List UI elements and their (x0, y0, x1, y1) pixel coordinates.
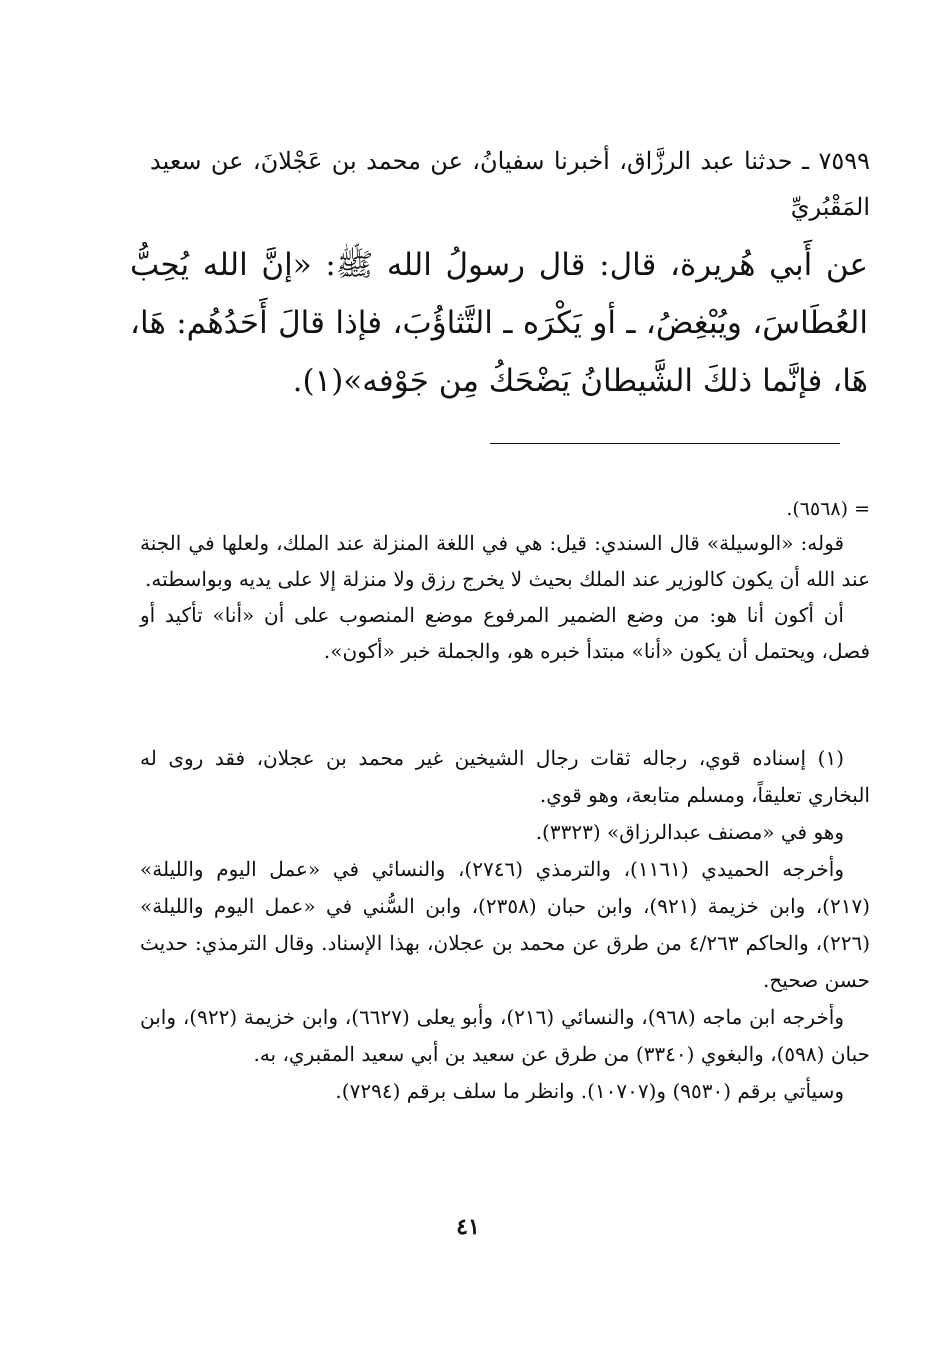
hadith-isnad: ٧٥٩٩ ـ حدثنا عبد الرزَّاق، أخبرنا سفيانُ، عن محمد بن عَجْلانَ، عن سعيد المَقْبُريِّ (150, 147, 870, 221)
footnote-paragraph: (١) إسناده قوي، رجاله ثقات رجال الشيخين غير محمد بن عجلان، فقد روى له البخاري تعليقاً، ومسلم متابعة، وهو قوي. (140, 746, 870, 807)
commentary-paragraph: أن أكون أنا هو: من وضع الضمير المرفوع موضع المنصوب على أن «أنا» تأكيد أو فصل، ويحتمل أن يكون «أنا» مبتدأ خبره هو، والجملة خبر «أكون». (140, 603, 870, 663)
commentary-paragraph: قوله: «الوسيلة» قال السندي: قيل: هي في اللغة المنزلة عند الملك، ولعلها في الجنة عند الله أن يكون كالوزير عند الملك بحيث لا يخرج رزق ولا منزلة إلا على يديه وبواسطته. (140, 531, 870, 591)
page-number: ٤١ (456, 1214, 480, 1240)
commentary-notes (140, 525, 870, 669)
footnote-paragraph: وأخرجه ابن ماجه (٩٦٨)، والنسائي (٢١٦)، وأبو يعلى (٦٦٢٧)، وابن خزيمة (٩٢٢)، وابن حبان (٥٩٨)، والبغوي (٣٣٤٠) من طرق عن سعيد بن أبي سعيد المقبري، به. (140, 1005, 870, 1066)
note-continuation: = (٦٥٦٨). (786, 498, 870, 520)
footnote-paragraph: وأخرجه الحميدي (١١٦١)، والترمذي (٢٧٤٦)، والنسائي في «عمل اليوم والليلة» (٢١٧)، وابن خزيمة (٩٢١)، وابن حبان (٢٣٥٨)، وابن السُّني في «عمل اليوم والليلة» (٢٢٦)، والحاكم ٤/٢٦٣ من طرق عن محمد بن عجلان، بهذا الإسناد. وقال الترمذي: حديث حسن صحيح. (140, 857, 870, 992)
footnote-paragraph: وهو في «مصنف عبدالرزاق» (٣٣٢٣). (535, 820, 844, 844)
footnote-separator (490, 443, 840, 444)
hadith-matn: عن أَبي هُريرة، قال: قال رسولُ الله ﷺ: «إنَّ الله يُحِبُّ العُطَاسَ، ويُبْغِضُ، ـ أو يَكْرَه ـ التَّثاؤُبَ، فإذا قالَ أَحَدُهُم: هَا، هَا، فإنَّما ذلكَ الشَّيطانُ يَضْحَكُ مِن جَوْفه»(١). (130, 247, 868, 399)
footnote-paragraph: وسيأتي برقم (٩٥٣٠) و(١٠٧٠٧). وانظر ما سلف برقم (٧٢٩٤). (335, 1079, 844, 1103)
footnote (140, 740, 870, 1110)
